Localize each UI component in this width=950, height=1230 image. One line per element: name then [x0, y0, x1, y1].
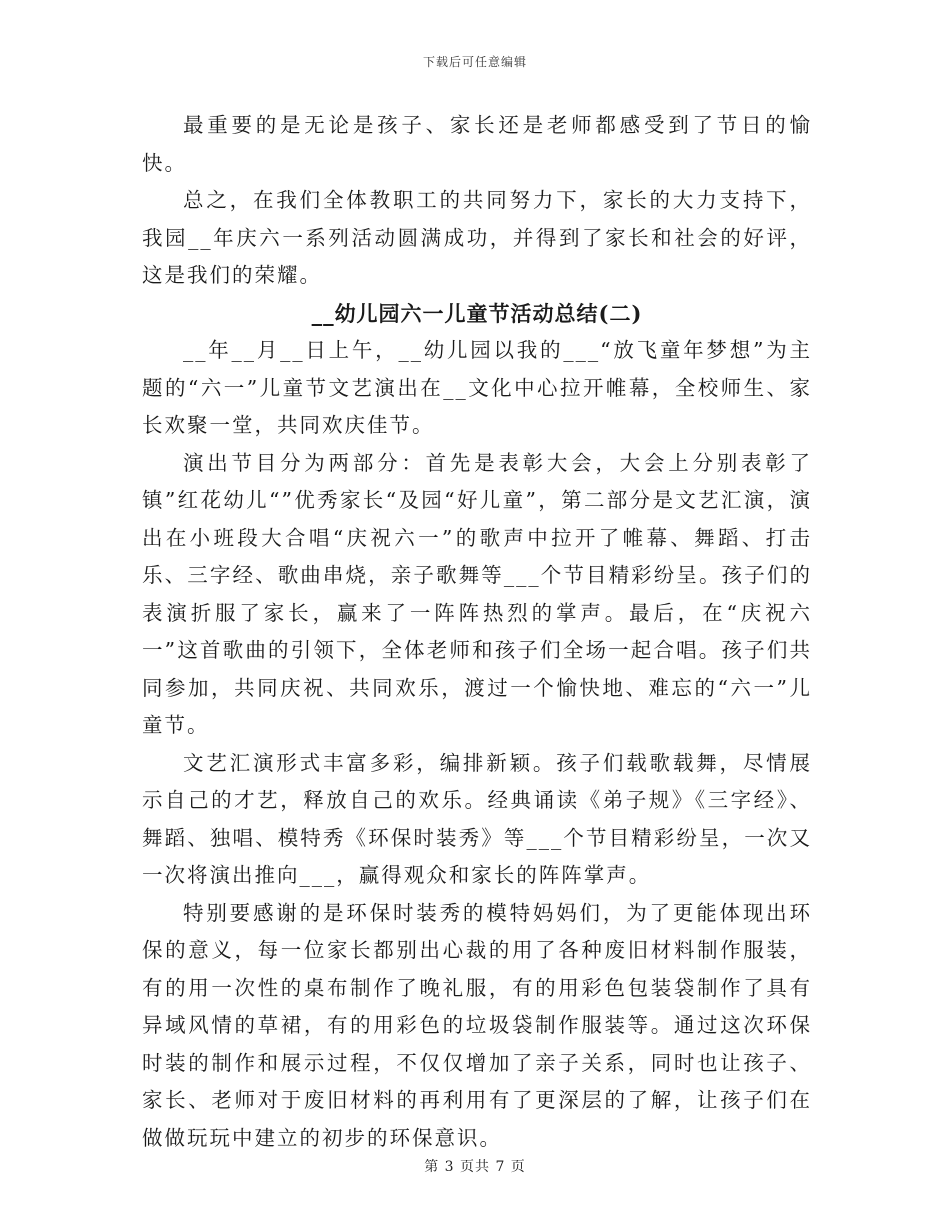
page-header: 下载后可任意编辑 — [422, 55, 527, 69]
paragraph-1: 最重要的是无论是孩子、家长还是老师都感受到了节日的愉快。 — [142, 113, 812, 175]
paragraph-2: 总之，在我们全体教职工的共同努力下，家长的大力支持下，我园__年庆六一系列活动圆满成功，并得到了家长和社会的好评，这是我们的荣耀。 — [142, 188, 812, 287]
paragraph-3: __年__月__日上午，__幼儿园以我的___“放飞童年梦想”为主题的“六一”儿童节文艺演出在__文化中心拉开帷幕，全校师生、家长欢聚一堂，共同欢庆佳节。 — [142, 338, 812, 437]
paragraph-6: 特别要感谢的是环保时装秀的模特妈妈们，为了更能体现出环保的意义，每一位家长都别出心裁的用了各种废旧材料制作服装，有的用一次性的桌布制作了晚礼服，有的用彩色包装袋制作了具有异域风情的草裙，有的用彩色的垃圾袋制作服装等。通过这次环保时装的制作和展示过程，不仅仅增加了亲子关系，同时也让孩子、家长、老师对于废旧材料的再利用有了更深层的了解，让孩子们在做做玩玩中建立的初步的环保意识。 — [142, 900, 812, 1150]
paragraph-4: 演出节目分为两部分：首先是表彰大会，大会上分别表彰了镇”红花幼儿“”优秀家长“及园“好儿童”，第二部分是文艺汇演，演出在小班段大合唱“庆祝六一”的歌声中拉开了帷幕、舞蹈、打击乐、三字经、歌曲串烧，亲子歌舞等___个节目精彩纷呈。孩子们的表演折服了家长，赢来了一阵阵热烈的掌声。最后，在“庆祝六一”这首歌曲的引领下，全体老师和孩子们全场一起合唱。孩子们共同参加，共同庆祝、共同欢乐，渡过一个愉快地、难忘的“六一”儿童节。 — [142, 450, 812, 737]
page-number: 第 3 页共 7 页 — [424, 1159, 526, 1175]
paragraph-5: 文艺汇演形式丰富多彩，编排新颖。孩子们载歌载舞，尽情展示自己的才艺，释放自己的欢乐。经典诵读《弟子规》《三字经》、舞蹈、独唱、模特秀《环保时装秀》等___个节目精彩纷呈，一次又一次将演出推向___，赢得观众和家长的阵阵掌声。 — [142, 750, 812, 887]
document-body — [142, 107, 812, 1157]
section-title: __幼儿园六一儿童节活动总结(二) — [311, 300, 643, 326]
